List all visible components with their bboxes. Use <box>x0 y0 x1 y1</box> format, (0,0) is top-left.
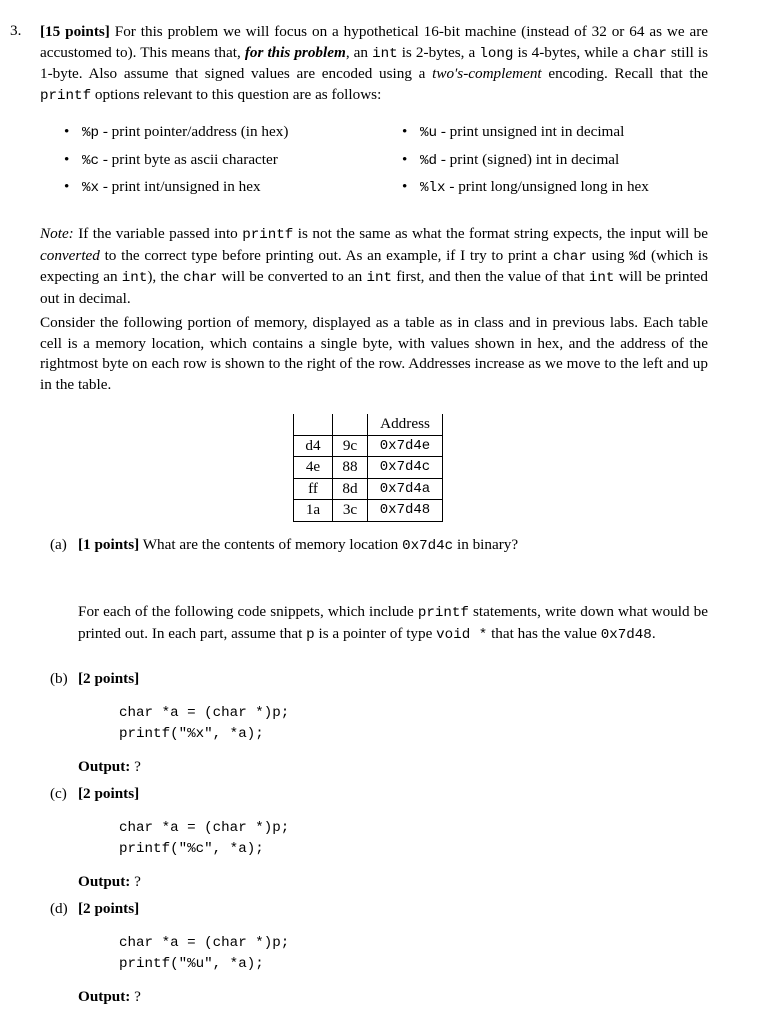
code-inline: int <box>121 270 148 286</box>
output-label: Output: <box>78 988 131 1005</box>
part-label: (d) <box>50 900 68 917</box>
table-row <box>294 457 443 479</box>
part-label: (a) <box>50 536 67 553</box>
code-line: printf("%u", *a); <box>119 956 264 972</box>
intro-text: still is 1-byte. Also assume that signed values are encoded using a <box>40 43 709 82</box>
code-inline: p <box>306 626 315 643</box>
intro-text: For this problem we will focus on a hypothetical 16-bit machine (instead of 32 or 64 as we are accustomed to). This means that, <box>40 23 708 61</box>
list-item <box>60 122 390 150</box>
byte-cell: 4e <box>294 457 333 479</box>
address-cell: 0x7d48 <box>368 500 443 522</box>
output-label: Output: <box>78 758 131 775</box>
code-inline: char <box>552 248 587 265</box>
part-points: [2 points] <box>78 785 140 802</box>
snippets-text: is a pointer of type <box>314 624 437 642</box>
list-item <box>398 177 728 205</box>
printf-options-left <box>60 122 390 205</box>
code-line: printf("%x", *a); <box>119 726 264 742</box>
output-d <box>78 988 141 1006</box>
part-points: [1 points] <box>78 536 140 553</box>
problem-intro <box>40 22 708 106</box>
intro-text: is 4-bytes, while a <box>513 43 633 61</box>
problem-points: [15 points] <box>40 23 110 40</box>
address-cell: 0x7d4a <box>368 478 443 500</box>
bullet-icon: • <box>402 150 408 168</box>
byte-cell: 3c <box>333 500 368 522</box>
code-printf: printf <box>40 87 92 104</box>
intro-text: is 2-bytes, a <box>397 43 480 61</box>
option-desc: - print int/unsigned in hex <box>99 178 261 195</box>
bullet-icon: • <box>402 178 408 195</box>
part-text: in binary? <box>453 536 519 553</box>
note-text: (which is expecting an <box>40 246 708 285</box>
code-long: long <box>479 45 514 62</box>
part-label: (b) <box>50 670 68 687</box>
intro-emphasis: two's-complement <box>432 65 542 82</box>
part-a <box>50 536 518 554</box>
note-text: will be printed out in decimal. <box>40 268 709 307</box>
code-inline: printf <box>242 227 294 243</box>
note-text: is not the same as what the format string expects, the input will be <box>293 225 708 242</box>
code-block-b <box>119 703 289 745</box>
code-inline: char <box>183 270 218 286</box>
list-item <box>398 122 728 150</box>
option-code: %u <box>420 125 438 141</box>
list-item <box>60 150 390 178</box>
byte-cell: 88 <box>333 457 368 479</box>
code-inline: %d <box>629 248 647 265</box>
bullet-icon: • <box>402 123 408 140</box>
output-value: ? <box>130 758 141 775</box>
intro-text: encoding. Recall that the <box>541 65 708 82</box>
bullet-icon: • <box>64 150 70 168</box>
address-cell: 0x7d4e <box>368 435 443 457</box>
part-c-header <box>50 785 139 803</box>
snippets-text: . <box>651 624 656 642</box>
memory-table <box>293 414 443 522</box>
snippets-text: For each of the following code snippets, which include <box>78 603 418 620</box>
code-line: char *a = (char *)p; <box>119 705 290 721</box>
part-label: (c) <box>50 785 67 802</box>
part-d-header <box>50 900 139 918</box>
list-item <box>398 150 728 178</box>
code-inline: int <box>366 270 392 286</box>
table-row <box>294 500 443 522</box>
option-desc: - print (signed) int in decimal <box>437 150 620 168</box>
note-paragraph <box>40 224 708 309</box>
code-int: int <box>372 45 398 62</box>
part-b-header <box>50 670 139 688</box>
snippets-text: statements, write down what would be printed out. In each part, assume that <box>78 603 708 642</box>
note-text: using <box>586 246 630 264</box>
snippets-text: that has the value <box>487 624 601 642</box>
intro-text: options relevant to this question are as follows: <box>91 85 382 103</box>
note-text: If the variable passed into <box>73 225 243 242</box>
option-code: %p <box>82 125 100 141</box>
code-inline: 0x7d48 <box>600 626 652 643</box>
address-header: Address <box>368 414 443 435</box>
note-text: first, and then the value of that <box>392 268 589 285</box>
table-row <box>294 435 443 457</box>
note-label: Note: <box>40 225 74 242</box>
code-block-d <box>119 933 289 975</box>
code-inline: int <box>588 270 615 286</box>
note-text: will be converted to an <box>217 268 367 285</box>
part-points: [2 points] <box>78 670 140 687</box>
option-desc: - print unsigned int in decimal <box>437 123 625 140</box>
bullet-icon: • <box>64 123 70 140</box>
code-inline: void * <box>436 626 488 643</box>
output-value: ? <box>130 988 141 1005</box>
option-desc: - print long/unsigned long in hex <box>445 178 649 195</box>
option-desc: - print pointer/address (in hex) <box>99 123 289 140</box>
problem-number: 3. <box>10 22 22 39</box>
output-label: Output: <box>78 873 131 890</box>
option-code: %lx <box>420 180 446 196</box>
table-row <box>294 478 443 500</box>
list-item <box>60 177 390 205</box>
note-text: to the correct type before printing out. As an example, if I try to print a <box>99 246 553 264</box>
consider-paragraph: Consider the following portion of memory, displayed as a table as in class and in previous labs. Each table cell is a memory location, which contains a single byte, with values shown in hex, and the address of the rightmost byte on each row is shown to the right of the row. Addresses increase as we move to the left and up in the table. <box>40 314 708 393</box>
printf-options-right <box>398 122 728 205</box>
code-inline: printf <box>417 605 469 621</box>
code-line: char *a = (char *)p; <box>119 820 290 836</box>
output-b <box>78 758 141 776</box>
note-emphasis: converted <box>40 246 100 264</box>
note-text: ), the <box>147 268 184 285</box>
output-value: ? <box>130 873 141 890</box>
bullet-icon: • <box>64 178 70 195</box>
option-code: %d <box>420 152 438 169</box>
part-points: [2 points] <box>78 900 140 917</box>
table-cell <box>294 414 333 435</box>
output-c <box>78 873 141 891</box>
address-cell: 0x7d4c <box>368 457 443 479</box>
byte-cell: 8d <box>333 478 368 500</box>
part-text: What are the contents of memory location <box>139 536 403 553</box>
code-block-c <box>119 818 289 860</box>
option-code: %x <box>82 180 100 196</box>
snippets-intro <box>78 602 708 645</box>
byte-cell: 9c <box>333 435 368 457</box>
intro-emphasis: for this problem <box>244 43 346 61</box>
code-address: 0x7d4c <box>402 538 454 554</box>
table-header-row <box>294 414 443 435</box>
byte-cell: 1a <box>294 500 333 522</box>
byte-cell: d4 <box>294 435 333 457</box>
code-line: printf("%c", *a); <box>119 841 264 857</box>
intro-text: , an <box>345 43 373 61</box>
option-desc: - print byte as ascii character <box>99 150 278 168</box>
code-line: char *a = (char *)p; <box>119 935 290 951</box>
code-char: char <box>632 45 667 62</box>
table-cell <box>333 414 368 435</box>
option-code: %c <box>82 152 100 169</box>
byte-cell: ff <box>294 478 333 500</box>
